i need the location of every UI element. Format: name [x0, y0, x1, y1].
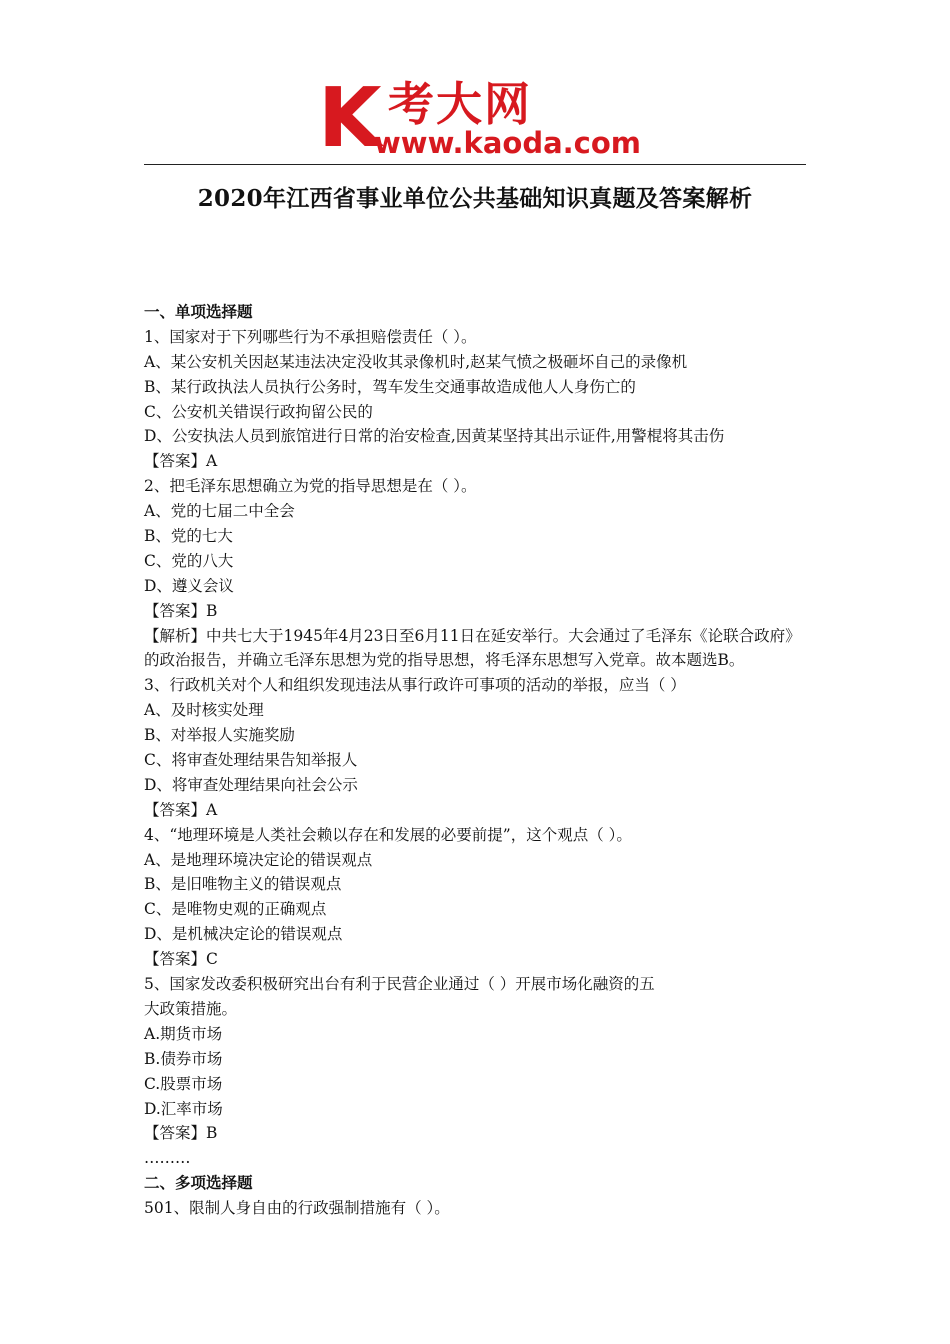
text-line: A、是地理环境决定论的错误观点: [144, 850, 373, 869]
text-line: D、遵义会议: [144, 576, 234, 595]
section-heading: 二、多项选择题: [144, 1173, 253, 1193]
text-line: B、某行政执法人员执行公务时，驾车发生交通事故造成他人人身伤亡的: [144, 377, 636, 396]
text-line: ………: [144, 1149, 191, 1168]
header-divider: [144, 164, 806, 165]
text-line: D、公安执法人员到旅馆进行日常的治安检查,因黄某坚持其出示证件,用警棍将其击伤: [144, 427, 725, 446]
section-heading: 一、单项选择题: [144, 302, 253, 321]
text-line: D、将审查处理结果向社会公示: [144, 775, 358, 794]
text-line: 【解析】中共七大于1945年4月23日至6月11日在延安举行。大会通过了毛泽东《论联合政府》: [144, 626, 801, 645]
text-line: A、及时核实处理: [144, 701, 264, 720]
text-line: 大政策措施。: [144, 999, 238, 1018]
text-line: 1、国家对于下列哪些行为不承担赔偿责任（ ）。: [144, 327, 477, 346]
text-line: B、对举报人实施奖励: [144, 726, 295, 745]
text-line: C、将审查处理结果告知举报人: [144, 751, 358, 770]
text-line: 【答案】A: [144, 800, 218, 819]
text-line: C、公安机关错误行政拘留公民的: [144, 402, 373, 421]
text-line: B.债券市场: [144, 1049, 223, 1068]
text-line: A、某公安机关因赵某违法决定没收其录像机时,赵某气愤之极砸坏自己的录像机: [144, 352, 688, 371]
text-line: C、是唯物史观的正确观点: [144, 900, 327, 919]
text-line: 【答案】C: [144, 950, 218, 969]
text-line: 的政治报告，并确立毛泽东思想为党的指导思想，将毛泽东思想写入党章。故本题选B。: [144, 651, 745, 670]
text-line: C、党的八大: [144, 551, 234, 570]
logo-site-url: www.kaoda.com: [374, 126, 641, 160]
text-line: 4、“地理环境是人类社会赖以存在和发展的必要前提”，这个观点（ ）。: [144, 825, 632, 844]
text-line: 5、国家发改委积极研究出台有利于民营企业通过（ ）开展市场化融资的五: [144, 975, 655, 994]
logo-k-letter: K: [318, 71, 378, 166]
text-line: A、党的七届二中全会: [144, 502, 295, 521]
text-line: B、党的七大: [144, 527, 233, 546]
text-line: D.汇率市场: [144, 1099, 223, 1118]
text-line: 【答案】B: [144, 1124, 218, 1143]
document-title: 2020年江西省事业单位公共基础知识真题及答案解析: [197, 185, 753, 212]
text-line: 2、把毛泽东思想确立为党的指导思想是在（ ）。: [144, 477, 477, 496]
text-line: C.股票市场: [144, 1074, 223, 1093]
logo-site-name: 考大网: [388, 77, 532, 131]
text-line: D、是机械决定论的错误观点: [144, 925, 343, 944]
text-line: 3、行政机关对个人和组织发现违法从事行政许可事项的活动的举报，应当（ ）: [144, 676, 686, 695]
text-line: 【答案】A: [144, 452, 218, 471]
document-body: [144, 300, 824, 1221]
text-line: A.期货市场: [144, 1024, 223, 1043]
text-line: B、是旧唯物主义的错误观点: [144, 875, 342, 894]
text-line: 【答案】B: [144, 601, 218, 620]
text-line: 501、限制人身自由的行政强制措施有（ ）。: [144, 1199, 450, 1218]
kaoda-logo: [318, 71, 648, 166]
